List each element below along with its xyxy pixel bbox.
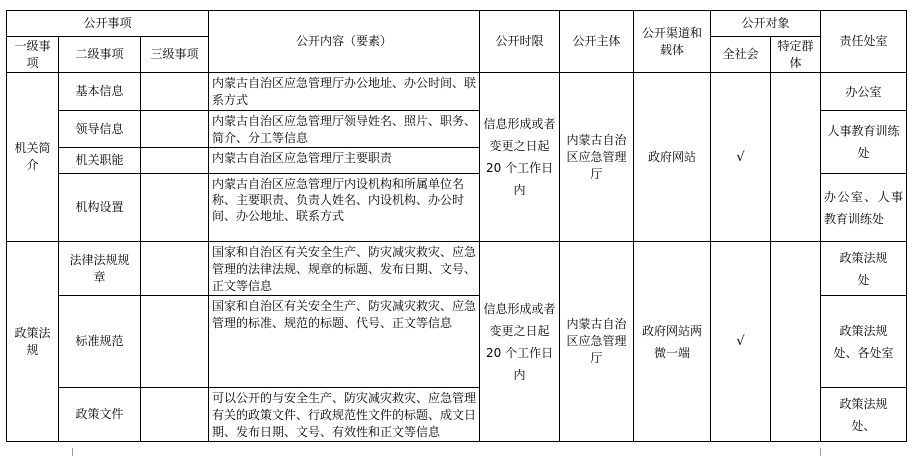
header-public: 全社会 [711,37,771,73]
channel-cell: 政府网站两微一端 [634,242,711,442]
header-items-group: 公开事项 [7,11,209,37]
subject-cell: 内蒙古自治区应急管理厅 [560,242,634,442]
disclosure-table [6,10,907,442]
dept-cell: 办公室 [821,73,907,111]
header-channel: 公开渠道和载体 [634,11,711,73]
content-cell: 国家和自治区有关安全生产、防灾减灾救灾、应急管理的法律法规、规章的标题、发布日期、文号、正文等信息 [209,242,480,296]
dept-cell: 人事教育训练处 [821,111,907,174]
dept-cell: 办公室、人事教育训练处 [821,174,907,242]
table-row [7,73,907,111]
header-dept: 责任处室 [821,11,907,73]
header-specific: 特定群体 [771,37,821,73]
timeframe-cell: 信息形成或者变更之日起 20 个工作日内 [480,73,560,242]
header-row-1 [7,11,907,37]
level3-cell [141,111,209,148]
timeframe-cell: 信息形成或者变更之日起 20 个工作日内 [480,242,560,442]
channel-cell: 政府网站 [634,73,711,242]
level2-cell: 法律法规规章 [59,242,141,296]
public-check: √ [711,242,771,442]
content-cell: 内蒙古自治区应急管理厅内设机构和所属单位名称、主要职责、负责人姓名、内设机构、办公时间、办公地址、联系方式 [209,174,480,242]
level3-cell [141,148,209,174]
header-content: 公开内容（要素） [209,11,480,73]
header-subject: 公开主体 [560,11,634,73]
disclosure-table-container [6,10,907,442]
level2-cell: 领导信息 [59,111,141,148]
content-cell: 可以公开的与安全生产、防灾减灾救灾、应急管理有关的政策文件、行政规范性文件的标题、成文日期、发布日期、文号、有效性和正文等信息 [209,388,480,442]
level3-cell [141,388,209,442]
content-cell: 内蒙古自治区应急管理厅办公地址、办公时间、联系方式 [209,73,480,111]
dept-cell: 政策法规处 [821,242,907,296]
header-level1: 一级事项 [7,37,59,73]
table-row [7,242,907,296]
level3-cell [141,242,209,296]
level2-cell: 机构设置 [59,174,141,242]
subject-cell: 内蒙古自治区应急管理厅 [560,73,634,242]
specific-cell [771,73,821,242]
dept-cell: 政策法规处、各处室 [821,296,907,388]
public-check: √ [711,73,771,242]
content-cell: 内蒙古自治区应急管理厅主要职责 [209,148,480,174]
level3-cell [141,73,209,111]
dept-cell: 政策法规处、 [821,388,907,442]
header-level2: 二级事项 [59,37,141,73]
level2-cell: 机关职能 [59,148,141,174]
content-cell: 内蒙古自治区应急管理厅领导姓名、照片、职务、简介、分工等信息 [209,111,480,148]
level3-cell [141,296,209,388]
page-edge-mark [72,448,73,456]
content-cell: 国家和自治区有关安全生产、防灾减灾救灾、应急管理的标准、规范的标题、代号、正文等信息 [209,296,480,388]
page-edge-mark [820,448,821,456]
level2-cell: 基本信息 [59,73,141,111]
level2-cell: 政策文件 [59,388,141,442]
level2-cell: 标准规范 [59,296,141,388]
specific-cell [771,242,821,442]
header-audience-group: 公开对象 [711,11,821,37]
header-timeframe: 公开时限 [480,11,560,73]
header-level3: 三级事项 [141,37,209,73]
level1-cell: 政策法规 [7,242,59,442]
level1-cell: 机关简介 [7,73,59,242]
level3-cell [141,174,209,242]
